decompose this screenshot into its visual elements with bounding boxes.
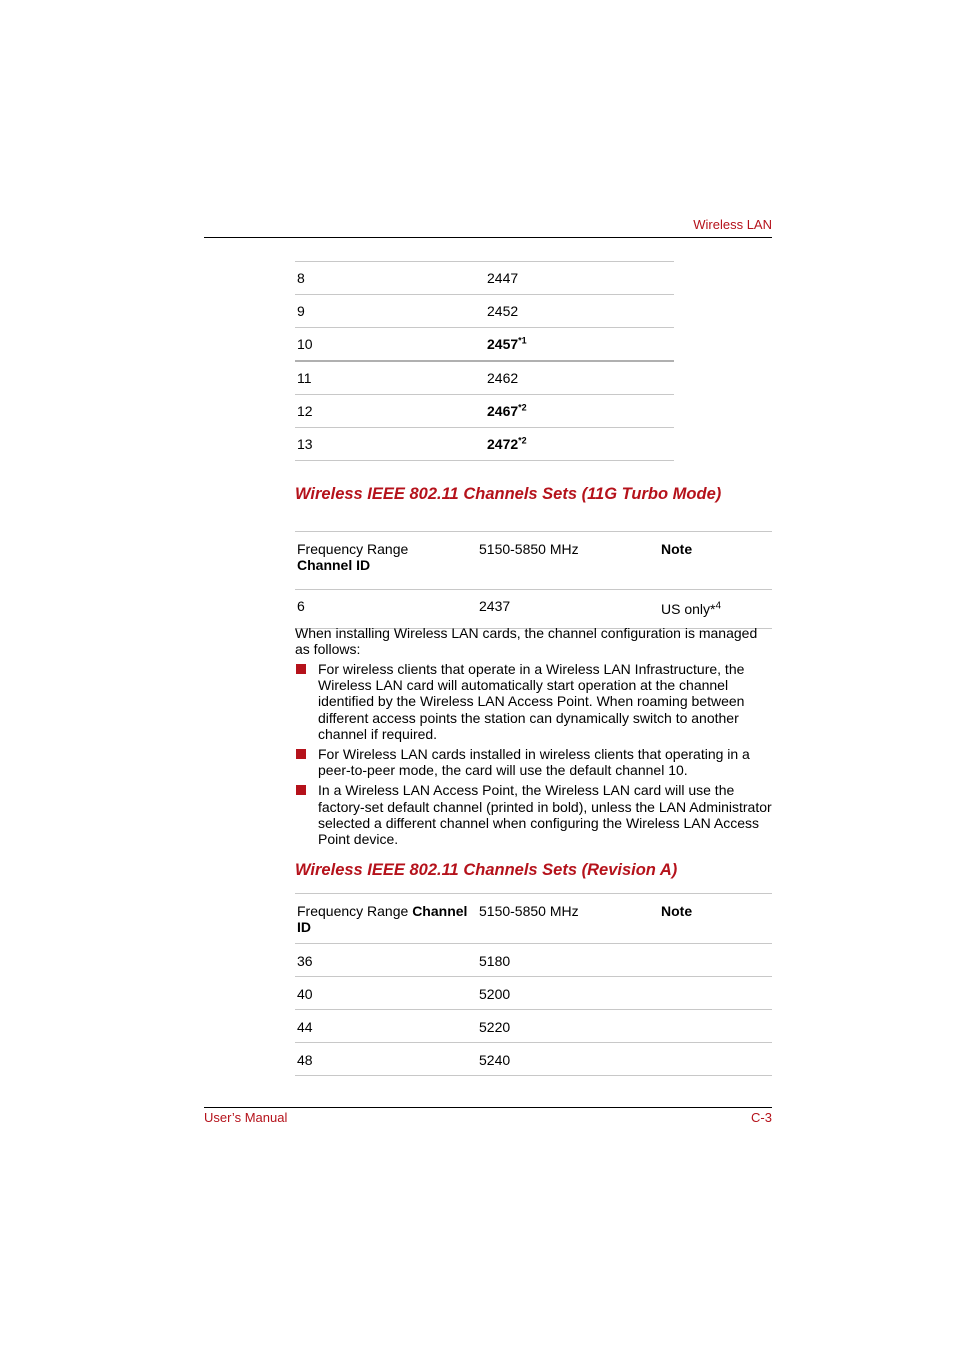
table-row bbox=[295, 361, 674, 395]
bullet-list bbox=[295, 661, 775, 851]
footer-rule bbox=[204, 1107, 772, 1108]
footnote-mark: *2 bbox=[518, 435, 527, 446]
table-row bbox=[295, 428, 674, 461]
column-header-note: Note bbox=[659, 894, 772, 944]
running-header-title: Wireless LAN bbox=[693, 217, 772, 232]
frequency-cell: 5180 bbox=[477, 944, 659, 977]
column-header-range: 5150-5850 MHz bbox=[477, 894, 659, 944]
channel-cell: 10 bbox=[295, 328, 485, 362]
footer-manual-title: User’s Manual bbox=[204, 1110, 288, 1125]
column-header-frequency-channel: Frequency Range Channel ID bbox=[295, 532, 477, 590]
note-cell: US only*$^4$ bbox=[659, 590, 772, 629]
frequency-cell: 5200 bbox=[477, 977, 659, 1010]
column-header-frequency-channel: Frequency Range Channel ID bbox=[295, 894, 477, 944]
channel-cell: 13 bbox=[295, 428, 485, 461]
table-row bbox=[295, 590, 772, 629]
list-item: In a Wireless LAN Access Point, the Wireless LAN card will use the factory-set default channel (printed in bold), unless the LAN Administrator selected a different channel when configuring the Wireless LAN Access Point device. bbox=[295, 782, 775, 847]
channel-table-2-4ghz bbox=[295, 261, 674, 461]
section-heading-turbo: Wireless IEEE 802.11 Channels Sets (11G Turbo Mode) bbox=[295, 485, 722, 503]
channel-table-turbo bbox=[295, 531, 772, 629]
frequency-cell bbox=[485, 428, 674, 461]
footnote-mark: 4 bbox=[715, 600, 722, 612]
table-row bbox=[295, 262, 674, 295]
footnote-mark: *2 bbox=[518, 402, 527, 413]
bullet-square-icon bbox=[296, 749, 306, 759]
default-frequency: 2472 bbox=[487, 436, 519, 452]
bullet-square-icon bbox=[296, 664, 306, 674]
channel-table-revision-a bbox=[295, 893, 772, 1076]
note-cell bbox=[659, 944, 772, 977]
channel-cell: 9 bbox=[295, 295, 485, 328]
section-heading-revision-a: Wireless IEEE 802.11 Channels Sets (Revision A) bbox=[295, 861, 678, 879]
table-row bbox=[295, 1010, 772, 1043]
channel-cell: 11 bbox=[295, 361, 485, 395]
frequency-cell bbox=[485, 395, 674, 428]
default-frequency: 2467 bbox=[487, 403, 519, 419]
frequency-cell: 2447 bbox=[485, 262, 674, 295]
intro-paragraph: When installing Wireless LAN cards, the channel configuration is managed as follows: bbox=[295, 625, 758, 658]
channel-cell: 44 bbox=[295, 1010, 477, 1043]
note-cell bbox=[659, 977, 772, 1010]
channel-cell: 6 bbox=[295, 590, 477, 629]
frequency-cell: 2437 bbox=[477, 590, 659, 629]
bullet-square-icon bbox=[296, 785, 306, 795]
channel-cell: 40 bbox=[295, 977, 477, 1010]
table-row bbox=[295, 1043, 772, 1076]
page-number: C-3 bbox=[751, 1110, 772, 1125]
note-cell bbox=[659, 1010, 772, 1043]
table-row bbox=[295, 395, 674, 428]
footnote-mark: *1 bbox=[518, 335, 527, 346]
table-row bbox=[295, 328, 674, 362]
column-header-range: 5150-5850 MHz bbox=[477, 532, 659, 590]
table-row bbox=[295, 977, 772, 1010]
note-cell bbox=[659, 1043, 772, 1076]
table-row bbox=[295, 295, 674, 328]
frequency-cell: 5220 bbox=[477, 1010, 659, 1043]
table-header-row bbox=[295, 894, 772, 944]
frequency-cell bbox=[485, 328, 674, 362]
channel-cell: 8 bbox=[295, 262, 485, 295]
list-item: For Wireless LAN cards installed in wireless clients that operating in a peer-to-peer mode, the card will use the default channel 10. bbox=[295, 746, 775, 778]
table-row bbox=[295, 944, 772, 977]
channel-cell: 48 bbox=[295, 1043, 477, 1076]
column-header-note: Note bbox=[659, 532, 772, 590]
frequency-cell: 2462 bbox=[485, 361, 674, 395]
frequency-cell: 5240 bbox=[477, 1043, 659, 1076]
default-frequency: 2457 bbox=[487, 336, 519, 352]
table-header-row bbox=[295, 532, 772, 590]
list-item: For wireless clients that operate in a Wireless LAN Infrastructure, the Wireless LAN card will automatically start operation at the channel identified by the Wireless LAN Access Point. When roaming between different access points the station can dynamically switch to another channel if required. bbox=[295, 661, 775, 742]
frequency-cell: 2452 bbox=[485, 295, 674, 328]
channel-cell: 12 bbox=[295, 395, 485, 428]
header-rule bbox=[204, 237, 772, 238]
channel-cell: 36 bbox=[295, 944, 477, 977]
